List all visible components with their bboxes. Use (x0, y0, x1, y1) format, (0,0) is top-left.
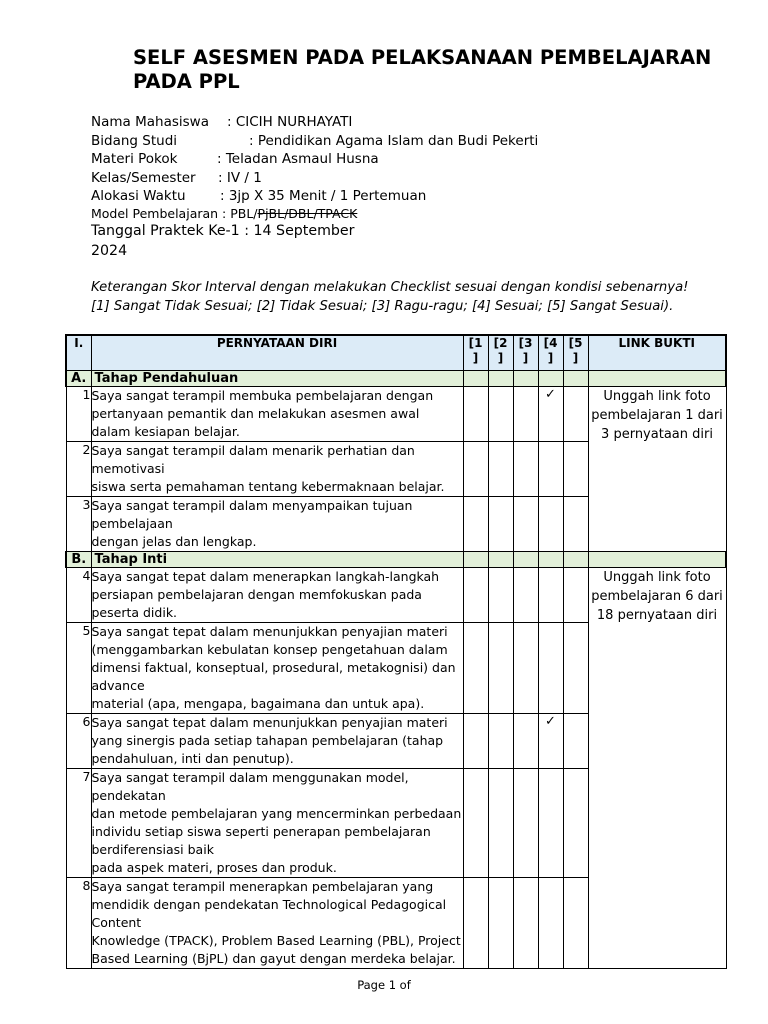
statement-line: material (apa, mengapa, bagaimana dan untuk apa). (91, 696, 425, 711)
info-label: Materi Pokok (91, 151, 178, 167)
section-link-cell (588, 371, 726, 387)
score-cell-2[interactable] (488, 497, 513, 552)
row-number: 1 (66, 387, 91, 442)
section-score-cell (488, 371, 513, 387)
page-title: SELF ASESMEN PADA PELAKSANAAN PEMBELAJARAN PADA PPL (133, 46, 712, 93)
info-value: Teladan Asmaul Husna (225, 151, 379, 167)
header-score-5: [5 ] (563, 335, 588, 371)
link-text: Unggah link foto (603, 389, 711, 404)
statement-line: Saya sangat terampil membuka pembelajaran dengan (91, 388, 434, 403)
score-cell-2[interactable] (488, 442, 513, 497)
score-cell-5[interactable] (563, 878, 588, 969)
score-cell-3[interactable] (513, 442, 538, 497)
statement-line: (menggambarkan kebulatan konsep pengetahuan dalam (91, 642, 448, 657)
statement-line: Saya sangat tepat dalam menunjukkan penyajian materi (91, 624, 448, 639)
header-score-2: [2 ] (488, 335, 513, 371)
score-cell-2[interactable] (488, 623, 513, 714)
info-value: Pendidikan Agama Islam dan Budi Pekerti (257, 133, 539, 149)
score-note (91, 278, 711, 316)
score-cell-5[interactable] (563, 497, 588, 552)
row-number: 8 (66, 878, 91, 969)
score-cell-2[interactable] (488, 714, 513, 769)
score-cell-5[interactable] (563, 442, 588, 497)
info-materi (91, 151, 379, 167)
score-cell-1[interactable] (463, 878, 488, 969)
statement-line: Knowledge (TPACK), Problem Based Learning (PBL), Project (91, 933, 461, 948)
score-cell-4[interactable] (538, 714, 563, 769)
info-sep: : (249, 133, 258, 149)
score-cell-3[interactable] (513, 623, 538, 714)
info-value: 3jp X 35 Menit / 1 Pertemuan (228, 188, 427, 204)
info-sep: : (227, 114, 236, 130)
row-statement (91, 714, 463, 769)
info-model (91, 206, 357, 221)
statement-line: berdiferensiasi baik (91, 842, 214, 857)
statement-line: pada aspek materi, proses dan produk. (91, 860, 337, 875)
info-label: Nama Mahasiswa (91, 114, 209, 130)
score-cell-3[interactable] (513, 878, 538, 969)
statement-line: individu setiap siswa seperti penerapan pembelajaran (91, 824, 431, 839)
row-statement (91, 568, 463, 623)
statement-line: dalam kesiapan belajar. (91, 424, 240, 439)
score-cell-5[interactable] (563, 714, 588, 769)
statement-line: dimensi faktual, konseptual, prosedural, metakognisi) dan (91, 660, 456, 675)
model-struck-options: PjBL/DBL/TPACK (257, 206, 358, 221)
score-cell-2[interactable] (488, 878, 513, 969)
score-cell-3[interactable] (513, 497, 538, 552)
section-title: Tahap Inti (91, 552, 463, 568)
checkmark-icon: ✓ (545, 714, 556, 729)
score-cell-1[interactable] (463, 769, 488, 878)
score-cell-3[interactable] (513, 568, 538, 623)
score-cell-3[interactable] (513, 387, 538, 442)
statement-line: Based Learning (BjPL) dan gayut dengan merdeka belajar. (91, 951, 456, 966)
info-value: CICIH NURHAYATI (235, 114, 353, 130)
row-statement (91, 387, 463, 442)
statement-line: mendidik dengan pendekatan Technological Pedagogical (91, 897, 447, 912)
info-sep: : (217, 151, 226, 167)
statement-line: pertanyaan pemantik dan melakukan asesmen awal (91, 406, 420, 421)
link-text: Unggah link foto (603, 570, 711, 585)
score-cell-1[interactable] (463, 568, 488, 623)
section-letter: A. (66, 371, 91, 387)
score-cell-2[interactable] (488, 387, 513, 442)
section-score-cell (513, 371, 538, 387)
link-text: 18 pernyataan diri (596, 608, 718, 623)
statement-line: Saya sangat terampil dalam menarik perhatian dan (91, 443, 415, 458)
info-label: Bidang Studi (91, 133, 178, 149)
info-bidang (91, 133, 538, 149)
section-score-cell (538, 371, 563, 387)
row-number: 4 (66, 568, 91, 623)
evidence-link-cell (588, 568, 726, 969)
row-statement (91, 769, 463, 878)
statement-line: Saya sangat terampil dalam menyampaikan tujuan (91, 498, 413, 513)
statement-line: dengan jelas dan lengkap. (91, 534, 257, 549)
header-score-4: [4 ] (538, 335, 563, 371)
score-cell-3[interactable] (513, 714, 538, 769)
info-label: Alokasi Waktu (91, 188, 186, 204)
statement-line: dan metode pembelajaran yang mencerminkan perbedaan (91, 806, 462, 821)
score-cell-5[interactable] (563, 769, 588, 878)
section-row (66, 552, 726, 568)
row-number: 5 (66, 623, 91, 714)
header-score-3: [3 ] (513, 335, 538, 371)
info-alokasi (91, 188, 426, 204)
score-cell-1[interactable] (463, 623, 488, 714)
score-cell-1[interactable] (463, 387, 488, 442)
statement-line: advance (91, 678, 145, 693)
header-statement: PERNYATAAN DIRI (91, 335, 463, 371)
page-footer: Page 1 of (357, 978, 411, 992)
header-link: LINK BUKTI (588, 335, 726, 371)
score-cell-4[interactable] (538, 387, 563, 442)
section-link-cell (588, 552, 726, 568)
info-sep: : (218, 170, 227, 186)
score-cell-3[interactable] (513, 769, 538, 878)
header-score-1: [1 ] (463, 335, 488, 371)
info-tanggal: Tanggal Praktek Ke-1 : 14 September (91, 223, 355, 239)
score-cell-4[interactable] (538, 769, 563, 878)
info-kelas (91, 170, 262, 186)
info-value: IV / 1 (226, 170, 262, 186)
self-assessment-table (65, 334, 727, 969)
statement-line: Saya sangat tepat dalam menunjukkan penyajian materi (91, 715, 448, 730)
score-cell-4[interactable] (538, 623, 563, 714)
score-cell-4[interactable] (538, 442, 563, 497)
link-text: pembelajaran 6 dari (591, 589, 723, 604)
row-number: 6 (66, 714, 91, 769)
section-title: Tahap Pendahuluan (91, 371, 463, 387)
score-cell-5[interactable] (563, 623, 588, 714)
score-cell-4[interactable] (538, 878, 563, 969)
statement-line: Content (91, 915, 142, 930)
score-note-line: Keterangan Skor Interval dengan melakukan Checklist sesuai dengan kondisi sebenarnya! (91, 280, 689, 295)
row-number: 7 (66, 769, 91, 878)
statement-line: Saya sangat terampil dalam menggunakan model, (91, 770, 409, 785)
statement-line: Saya sangat terampil menerapkan pembelajaran yang (91, 879, 434, 894)
score-cell-4[interactable] (538, 568, 563, 623)
table-row (66, 568, 726, 623)
section-row (66, 371, 726, 387)
statement-line: pembelajaan (91, 516, 173, 531)
section-score-cell (463, 371, 488, 387)
row-statement (91, 497, 463, 552)
info-nama (91, 114, 352, 130)
score-cell-1[interactable] (463, 497, 488, 552)
statement-line: peserta didik. (91, 605, 178, 620)
row-statement (91, 623, 463, 714)
statement-line: persiapan pembelajaran dengan memfokuskan pada (91, 587, 422, 602)
table-row (66, 387, 726, 442)
score-cell-2[interactable] (488, 769, 513, 878)
info-label: Kelas/Semester (91, 170, 196, 186)
score-cell-2[interactable] (488, 568, 513, 623)
checkmark-icon: ✓ (545, 387, 556, 402)
statement-line: memotivasi (91, 461, 165, 476)
row-statement (91, 442, 463, 497)
section-score-cell (563, 371, 588, 387)
table-header (66, 335, 726, 371)
section-score-cell (538, 552, 563, 568)
score-cell-4[interactable] (538, 497, 563, 552)
section-letter: B. (66, 552, 91, 568)
header-no: I. (66, 335, 91, 371)
statement-line: Saya sangat tepat dalam menerapkan langkah-langkah (91, 569, 440, 584)
score-cell-5[interactable] (563, 568, 588, 623)
score-legend-line: [1] Sangat Tidak Sesuai; [2] Tidak Sesuai; [3] Ragu-ragu; [4] Sesuai; [5] Sangat Sesuai). (91, 299, 674, 314)
statement-line: pendekatan (91, 788, 166, 803)
section-score-cell (563, 552, 588, 568)
row-statement (91, 878, 463, 969)
link-text: 3 pernyataan diri (601, 427, 713, 442)
statement-line: siswa serta pemahaman tentang kebermaknaan belajar. (91, 479, 445, 494)
section-score-cell (488, 552, 513, 568)
section-score-cell (463, 552, 488, 568)
section-score-cell (513, 552, 538, 568)
score-cell-5[interactable] (563, 387, 588, 442)
score-cell-1[interactable] (463, 442, 488, 497)
score-cell-1[interactable] (463, 714, 488, 769)
row-number: 3 (66, 497, 91, 552)
model-label: Model Pembelajaran : PBL/ (91, 206, 258, 221)
info-sep: : (220, 188, 229, 204)
statement-line: yang sinergis pada setiap tahapan pembelajaran (tahap (91, 733, 444, 748)
statement-line: pendahuluan, inti dan penutup). (91, 751, 294, 766)
info-tanggal-year: 2024 (91, 243, 128, 259)
row-number: 2 (66, 442, 91, 497)
evidence-link-cell (588, 387, 726, 552)
link-text: pembelajaran 1 dari (591, 408, 723, 423)
